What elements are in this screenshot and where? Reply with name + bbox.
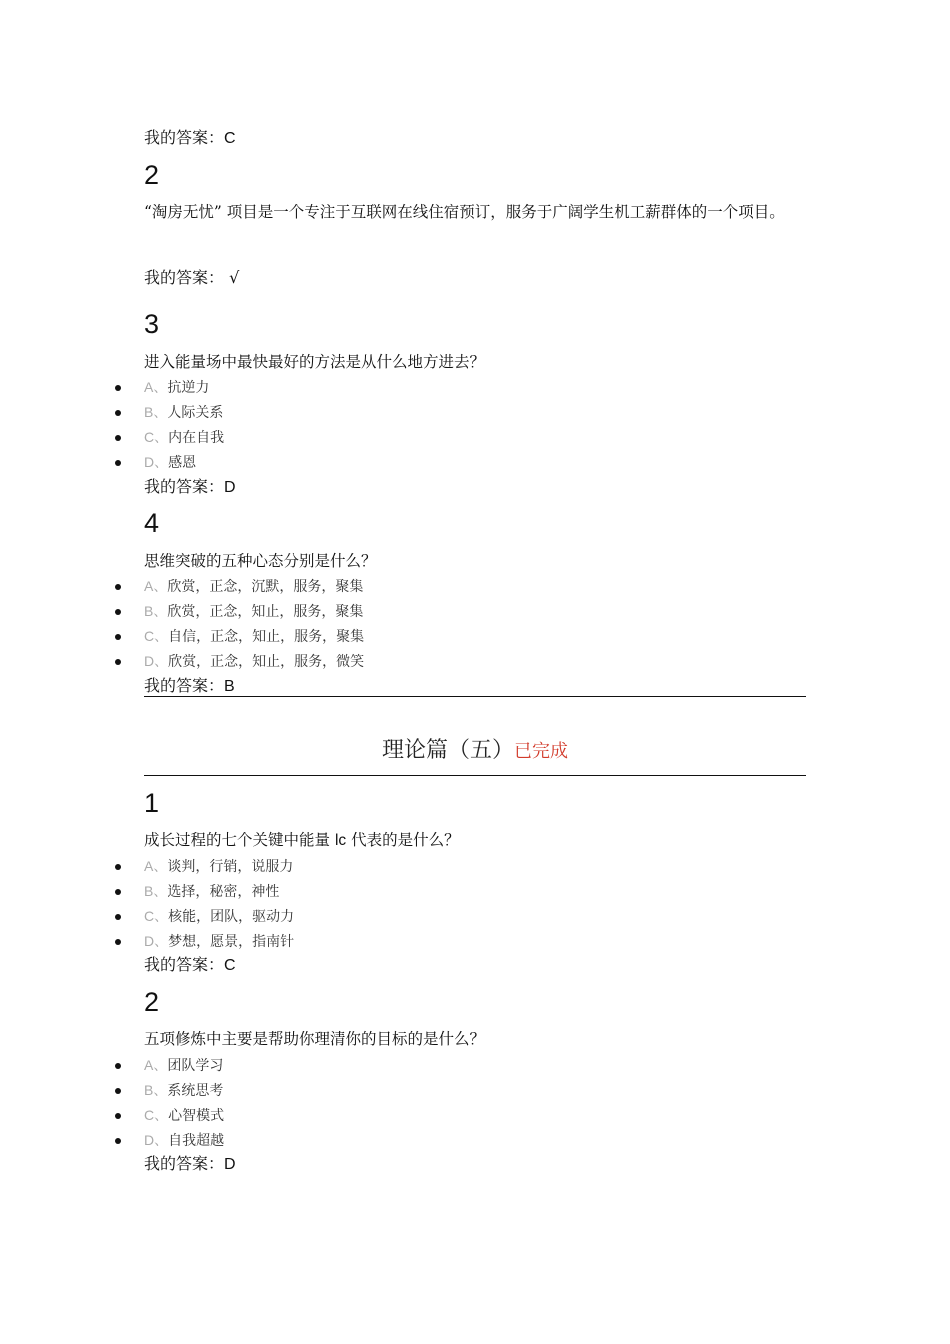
answer-value: B xyxy=(224,678,235,695)
question-text: 成长过程的七个关键中能量 lc 代表的是什么？ xyxy=(144,831,460,849)
answer-label: 我的答案： xyxy=(144,268,225,287)
bullet-icon xyxy=(115,634,121,640)
question-text: 进入能量场中最快最好的方法是从什么地方进去？ xyxy=(144,353,486,371)
option-item: B、人际关系 xyxy=(144,402,223,423)
bullet-icon xyxy=(115,914,121,920)
option-item: B、选择，秘密，神性 xyxy=(144,881,279,902)
option-item: C、内在自我 xyxy=(144,427,224,448)
answer-line xyxy=(144,128,236,149)
option-item: D、欣赏，正念，知止，服务，微笑 xyxy=(144,651,364,672)
answer-value: C xyxy=(224,130,236,147)
question-text: “淘房无忧” 项目是一个专注于互联网在线住宿预订，服务于广阔学生机工薪群体的一个项目。 xyxy=(144,203,785,221)
question-number: 2 xyxy=(144,160,160,190)
option-item: A、团队学习 xyxy=(144,1055,223,1076)
answer-label: 我的答案： xyxy=(144,955,225,974)
bullet-icon xyxy=(115,889,121,895)
answer-line xyxy=(144,676,235,697)
bullet-icon xyxy=(115,584,121,590)
option-item: A、谈判，行销，说服力 xyxy=(144,856,293,877)
answer-line xyxy=(144,955,236,976)
bullet-icon xyxy=(115,435,121,441)
bullet-icon xyxy=(115,460,121,466)
bullet-icon xyxy=(115,1113,121,1119)
question-text: 五项修炼中主要是帮助你理清你的目标的是什么？ xyxy=(144,1030,486,1048)
answer-label: 我的答案： xyxy=(144,1154,225,1173)
section-title-text: 理论篇（五） xyxy=(381,738,514,763)
section-divider-bottom xyxy=(144,775,806,776)
bullet-icon xyxy=(115,385,121,391)
option-item: D、感恩 xyxy=(144,452,196,473)
answer-label: 我的答案： xyxy=(144,477,225,496)
option-item: D、自我超越 xyxy=(144,1130,224,1151)
question-text: 思维突破的五种心态分别是什么？ xyxy=(144,552,377,570)
question-number: 1 xyxy=(144,788,160,818)
answer-value: D xyxy=(224,479,236,496)
bullet-icon xyxy=(115,939,121,945)
question-number: 2 xyxy=(144,987,160,1017)
bullet-icon xyxy=(115,1063,121,1069)
bullet-icon xyxy=(115,864,121,870)
section-divider-top xyxy=(144,696,806,697)
answer-label: 我的答案： xyxy=(144,128,225,147)
option-item: A、欣赏，正念，沉默，服务，聚集 xyxy=(144,576,363,597)
option-item: B、欣赏，正念，知止，服务，聚集 xyxy=(144,601,363,622)
answer-value: C xyxy=(224,957,236,974)
option-item: B、系统思考 xyxy=(144,1080,223,1101)
bullet-icon xyxy=(115,659,121,665)
bullet-icon xyxy=(115,410,121,416)
option-item: C、自信，正念，知止，服务，聚集 xyxy=(144,626,364,647)
option-item: A、抗逆力 xyxy=(144,377,209,398)
bullet-icon xyxy=(115,1088,121,1094)
bullet-icon xyxy=(115,1138,121,1144)
question-number: 4 xyxy=(144,508,160,538)
section-status: 已完成 xyxy=(514,741,568,762)
question-number: 3 xyxy=(144,309,160,339)
answer-line xyxy=(144,268,239,288)
bullet-icon xyxy=(115,609,121,615)
answer-label: 我的答案： xyxy=(144,676,225,695)
option-item: D、梦想，愿景，指南针 xyxy=(144,931,294,952)
answer-line xyxy=(144,477,236,498)
answer-value: √ xyxy=(224,268,240,287)
section-title xyxy=(144,736,806,767)
option-item: C、心智模式 xyxy=(144,1105,224,1126)
answer-line xyxy=(144,1154,236,1175)
option-item: C、核能，团队，驱动力 xyxy=(144,906,294,927)
answer-value: D xyxy=(224,1156,236,1173)
